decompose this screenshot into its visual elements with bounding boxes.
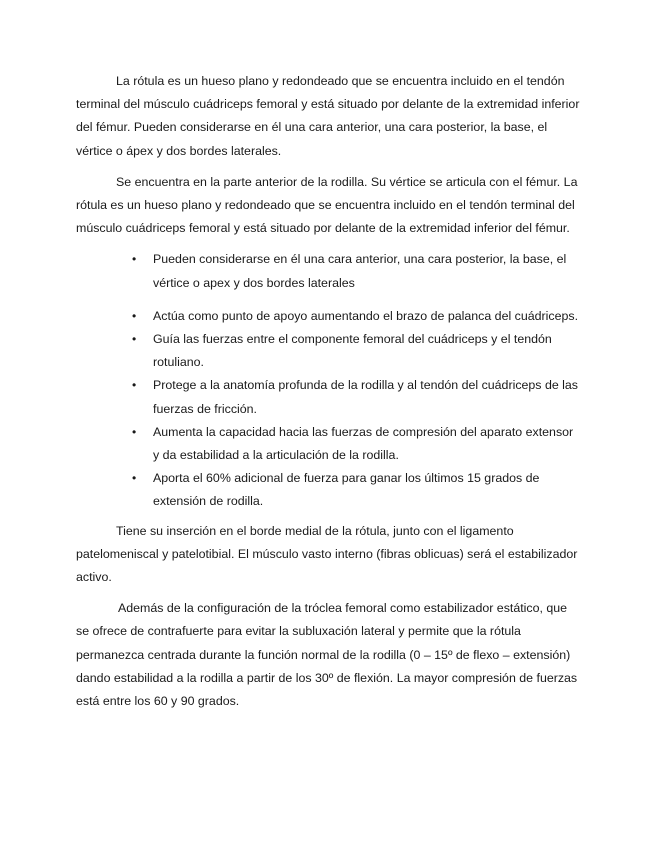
list-item-text: Protege a la anatomía profunda de la rodilla y al tendón del cuádriceps de las fuerzas de fricción.	[153, 378, 579, 416]
bullet-list	[76, 248, 582, 513]
bullet-icon: •	[132, 424, 137, 439]
list-item-text: Pueden considerarse en él una cara anterior, una cara posterior, la base, el vértice o apex y dos bordes laterales	[153, 252, 567, 290]
bullet-icon: •	[132, 471, 137, 486]
list-item	[76, 374, 582, 420]
document-page	[76, 70, 582, 721]
list-item	[76, 328, 582, 374]
list-item-text: Aporta el 60% adicional de fuerza para ganar los últimos 15 grados de extensión de rodilla.	[153, 471, 540, 509]
bullet-icon: •	[132, 378, 137, 393]
list-item-text: Aumenta la capacidad hacia las fuerzas de compresión del aparato extensor y da estabilidad a la articulación de la rodilla.	[153, 424, 574, 463]
list-item	[76, 421, 582, 467]
list-item	[76, 305, 582, 328]
bullet-icon: •	[132, 332, 137, 347]
paragraph-outro-1: Tiene su inserción en el borde medial de la rótula, junto con el ligamento patelomeniscal y patelotibial. El músculo vasto interno (fibras oblicuas) será el estabilizador activo.	[76, 523, 578, 585]
bullet-icon: •	[132, 252, 137, 267]
bullet-icon: •	[132, 308, 137, 323]
list-item-text: Guía las fuerzas entre el componente femoral del cuádriceps y el tendón rotuliano.	[153, 332, 552, 370]
paragraph-intro-1: La rótula es un hueso plano y redondeado que se encuentra incluido en el tendón terminal del músculo cuádriceps femoral y está situado por delante de la extremidad inferior del fémur. Pueden considerarse en él una cara anterior, una cara posterior, la base, el vértice o ápex y dos bordes laterales.	[76, 74, 580, 158]
list-item	[76, 467, 582, 513]
paragraph-outro-2: Además de la configuración de la tróclea femoral como estabilizador estático, que se ofrece de contrafuerte para evitar la subluxación lateral y permite que la rótula permanezca centrada durante la función normal de la rodilla (0 – 15º de flexo – extensión) dando estabilidad a la rodilla a partir de los 30º de flexión. La mayor compresión de fuerzas está entre los 60 y 90 grados.	[76, 601, 578, 709]
paragraph-intro-2: Se encuentra en la parte anterior de la rodilla. Su vértice se articula con el fémur. La rótula es un hueso plano y redondeado que se encuentra incluido en el tendón terminal del músculo cuádriceps femoral y está situado por delante de la extremidad inferior del fémur.	[76, 174, 578, 236]
list-item-text: Actúa como punto de apoyo aumentando el brazo de palanca del cuádriceps.	[153, 308, 579, 323]
list-item	[76, 248, 582, 294]
